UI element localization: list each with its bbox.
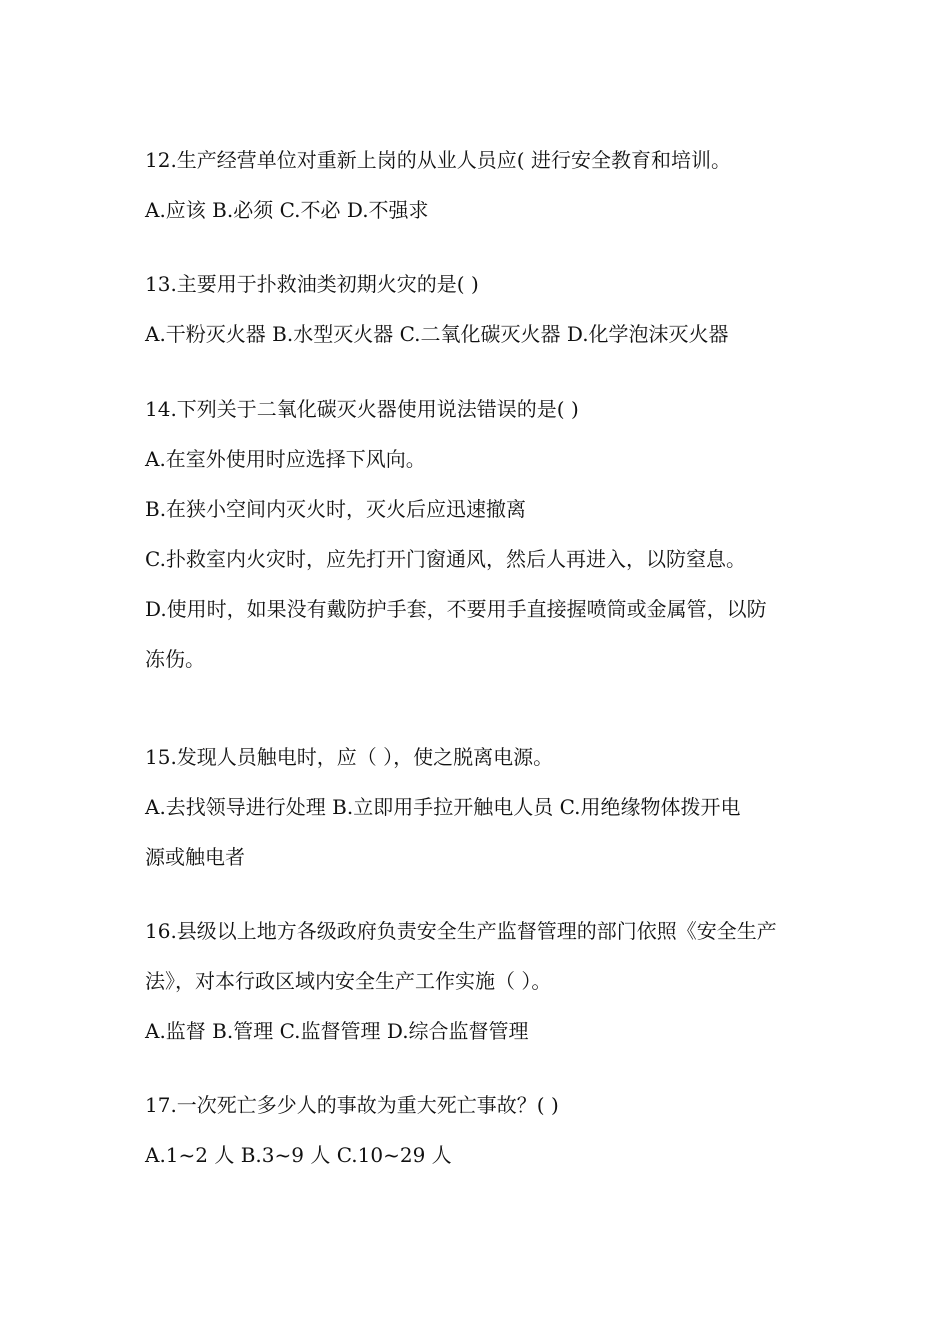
question-15-options-cont: 源或触电者 (145, 845, 245, 869)
question-17-stem: 17.一次死亡多少人的事故为重大死亡事故？( ) (145, 1093, 559, 1117)
question-12-options: A.应该 B.必须 C.不必 D.不强求 (145, 198, 429, 222)
question-17-options: A.1~2 人 B.3~9 人 C.10~29 人 (145, 1143, 452, 1167)
question-14-stem: 14.下列关于二氧化碳灭火器使用说法错误的是( ) (145, 397, 579, 421)
question-15-stem: 15.发现人员触电时，应（ ），使之脱离电源。 (145, 745, 554, 769)
question-14-option-c: C.扑救室内火灾时，应先打开门窗通风，然后人再进入，以防窒息。 (145, 547, 746, 571)
question-13-options: A.干粉灭火器 B.水型灭火器 C.二氧化碳灭火器 D.化学泡沫灭火器 (145, 322, 729, 346)
question-16-options: A.监督 B.管理 C.监督管理 D.综合监督管理 (145, 1019, 529, 1043)
question-13-stem: 13.主要用于扑救油类初期火灾的是( ) (145, 272, 479, 296)
question-14-option-a: A.在室外使用时应选择下风向。 (145, 447, 426, 471)
question-16-stem: 16.县级以上地方各级政府负责安全生产监督管理的部门依照《安全生产 (145, 919, 777, 943)
question-12-stem: 12.生产经营单位对重新上岗的从业人员应( 进行安全教育和培训。 (145, 148, 731, 172)
question-14-option-b: B.在狭小空间内灭火时，灭火后应迅速撤离 (145, 497, 527, 521)
question-14-option-d: D.使用时，如果没有戴防护手套，不要用手直接握喷筒或金属管，以防 (145, 597, 767, 621)
question-14-option-d-cont: 冻伤。 (145, 647, 205, 671)
question-15-options: A.去找领导进行处理 B.立即用手拉开触电人员 C.用绝缘物体拨开电 (145, 795, 741, 819)
question-16-stem-cont: 法》，对本行政区域内安全生产工作实施（ ）。 (145, 969, 552, 993)
